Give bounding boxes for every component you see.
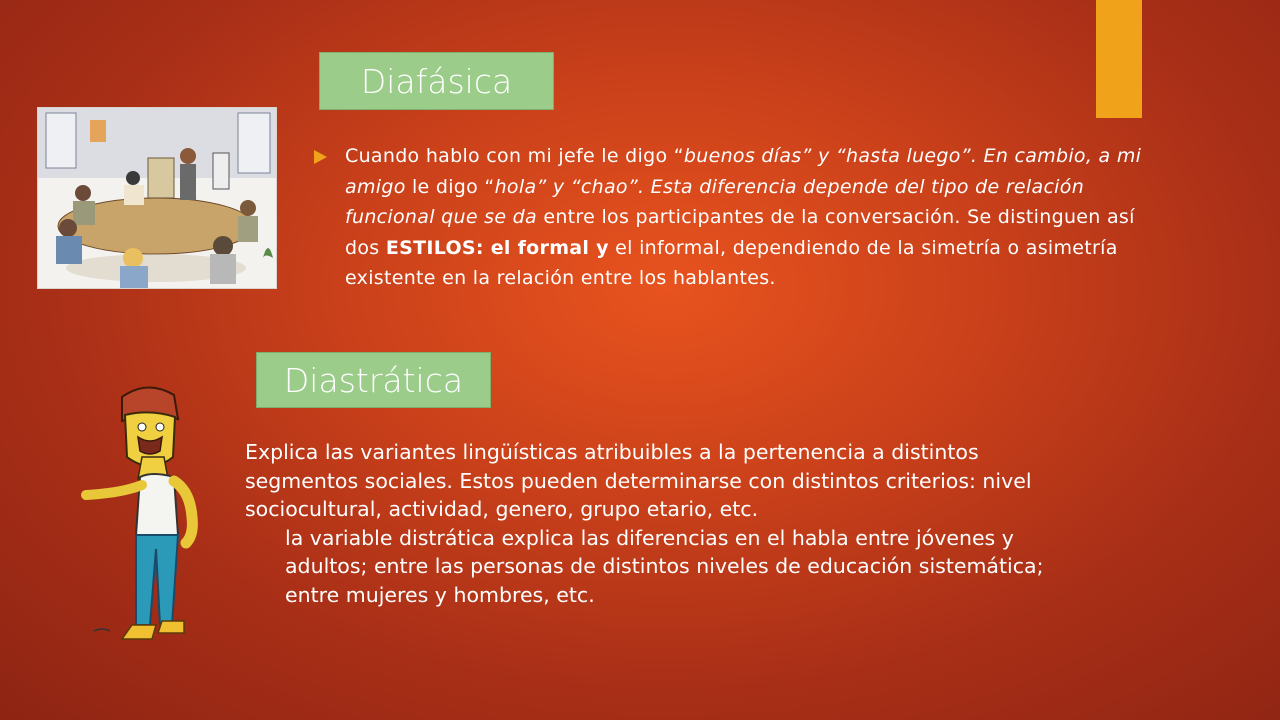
text-run-italic: buenos días” y “hasta luego”. En cambio, a mi amigo xyxy=(345,145,1142,198)
text-run: Cuando hablo con mi jefe le digo “ xyxy=(345,145,684,167)
diafasica-bullet xyxy=(314,141,1174,294)
diastratica-paragraph-2: la variable distrática explica las diferencias en el habla entre jóvenes y adultos; entre las personas de distintos niveles de educación sistemática; entre mujeres y hombres, etc. xyxy=(285,525,1044,607)
bullet-arrow-icon xyxy=(314,150,327,164)
meeting-illustration xyxy=(37,107,277,289)
section-title-diastratica: Diastrática xyxy=(256,352,491,408)
accent-bar xyxy=(1096,0,1142,118)
text-run: entre los participantes de la conversación. Se distinguen así dos xyxy=(345,206,1135,259)
diastratica-paragraph-1: Explica las variantes lingüísticas atribuibles a la pertenencia a distintos segmentos sociales. Estos pueden determinarse con distintos criterios: nivel sociocultural, actividad, genero, grupo etario, etc. xyxy=(245,440,1032,521)
cartoon-character-image xyxy=(80,385,215,655)
text-run-bold: ESTILOS: el formal y xyxy=(385,236,609,259)
section-title-diafasica: Diafásica xyxy=(319,52,554,110)
diastratica-text xyxy=(245,438,1045,609)
text-run: le digo “ xyxy=(405,175,495,198)
text-run-italic: hola” y “chao”. Esta diferencia depende del tipo de relación funcional que se da xyxy=(345,175,1085,228)
diafasica-text xyxy=(345,141,1165,294)
text-run: el informal, dependiendo de la simetría o asimetría existente en la relación entre los hablantes. xyxy=(345,236,1118,289)
